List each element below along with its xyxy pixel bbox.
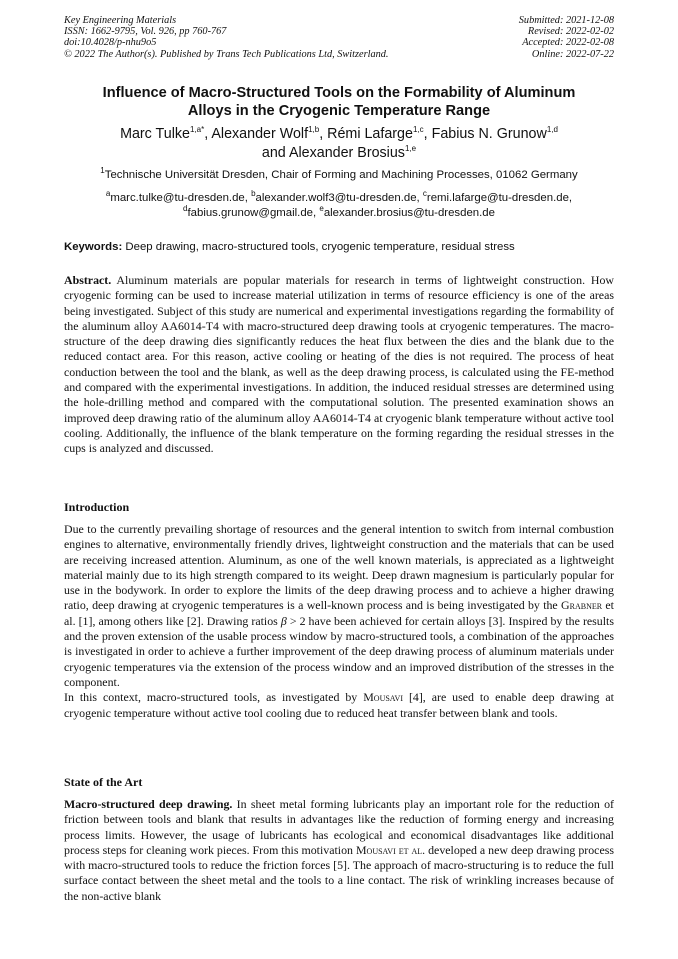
author-sup: 1,d	[546, 125, 558, 135]
abstract	[64, 273, 614, 457]
affiliation-text: Technische Universität Dresden, Chair of Forming and Machining Processes, 01062 Germany	[104, 169, 578, 181]
author-name: Alexander Brosius	[288, 145, 405, 161]
cited-author-grabner: Grabner	[561, 598, 603, 613]
date-accepted: Accepted: 2022-02-08	[522, 37, 614, 49]
author-name: Marc Tulke	[120, 126, 190, 142]
author-sup: 1,a*	[189, 125, 205, 135]
journal-copyright: © 2022 The Author(s). Published by Trans Tech Publications Ltd, Switzerland.	[64, 48, 389, 60]
intro-text: > 2 have been achieved for certain alloys [3]. Inspired by the results and the proven extension of the usable process window by macro-structured tools, a combination of the approaches is investigated in order to achieve a further improvement of the deep drawing process of aluminum materials under cryogenic temperatures via the extension of the process window and an improved distribution of the stresses in the component.	[64, 613, 614, 689]
keywords-text: Deep drawing, macro-structured tools, cryogenic temperature, residual stress	[125, 241, 515, 253]
email-sup: c	[422, 189, 427, 199]
email-sup: d	[183, 203, 188, 213]
emails-line-2	[64, 203, 614, 221]
date-submitted: Submitted: 2021-12-08	[518, 15, 614, 26]
state-text: In sheet metal forming lubricants play an important role for the reduction of friction between tools and blank that results in advantages like the reduction of forming energy and increasing process limits. However, the usage of lubricants has ecological and economical disadvantages like additional process steps for cleaning work pieces. From this motivation	[64, 797, 614, 857]
author-name: Fabius N. Grunow	[431, 126, 547, 142]
subsection-lead: Macro-structured deep drawing.	[64, 797, 233, 811]
section-heading-state-of-the-art: State of the Art	[64, 775, 143, 789]
intro-text: [4], are used to enable deep drawing at cryogenic temperature without active tool cooling due to reduced heat transfer between blank and tools.	[64, 690, 614, 720]
authors-line-1: Marc Tulke$^{1,a*}$, Alexander Wolf$^{1,b}$, Rémi Lafarge$^{1,c}$, Fabius N. Grunow$^{1,d}$	[120, 125, 558, 142]
intro-paragraph-1	[64, 522, 614, 690]
email-link[interactable]: remi.lafarge@tu-dresden.de,	[426, 192, 573, 204]
author-sup: 1,c	[412, 125, 424, 135]
author-and: and	[261, 145, 286, 161]
author-sup: 1,e	[404, 144, 417, 154]
author-sup: 1,b	[308, 125, 320, 135]
journal-issn: ISSN: 1662-9795, Vol. 926, pp 760-767	[64, 26, 227, 38]
email-link[interactable]: alexander.wolf3@tu-dresden.de,	[255, 192, 420, 204]
intro-text: et al. [1], among others like [2]. Drawing ratios	[64, 598, 614, 628]
email-link[interactable]: alexander.brosius@tu-dresden.de	[323, 206, 495, 219]
date-online: Online: 2022-07-22	[531, 48, 614, 60]
abstract-label: Abstract.	[64, 273, 112, 287]
beta-symbol: β	[280, 613, 287, 628]
state-of-the-art-body	[64, 797, 614, 904]
affiliation	[64, 168, 614, 182]
abstract-text: Aluminum materials are popular materials for research in terms of lightweight construction. How cryogenic forming can be used to increase material utilization in terms of resource efficiency is one of the areas being investigated. Subject of this study are numerical and experimental investigations regarding the formability of the aluminum alloy AA6014-T4 with macro-structured deep drawing tools at cryogenic temperatures. The macro-structure of the deep drawing dies significantly reduces the heat flux between the dies and the blank due to the reduced contact area. For this reason, active cooling or heating of the dies is not required. The process of heat conduction between the tool and the blank, as well as the deep drawing process, is calculated using the FE-method and compared with the experimental investigations. In addition, the induced residual stresses are determined using the hole-drilling method and compared with the computational solution. The presented examination shows an improved deep drawing ratio of the aluminum alloy AA6014-T4 at cryogenic blank temperature without active tool cooling. Additionally, the influence of the blank temperature on the forming regarding the residual stresses in the cups is analyzed and discussed.	[64, 273, 614, 456]
paper-title	[64, 84, 614, 120]
author-name: Alexander Wolf	[211, 126, 309, 142]
title-line-2: Alloys in the Cryogenic Temperature Range	[187, 103, 491, 119]
emails-line-1	[64, 191, 614, 206]
author-emails	[64, 191, 614, 220]
intro-paragraph-2	[64, 690, 614, 721]
author-list	[64, 125, 614, 163]
intro-text: Due to the currently prevailing shortage of resources and the general intention to switch from internal combustion engines to alternative, environmentally friendly drives, lightweight construction and the materials that can be used are receiving increased attention. Aluminum, as one of the well known materials, is appreciated as a lightweight material mainly due to its high strength compared to its weight. Deep drawn magnesium is particularly popular for use in the bodywork. In order to explore the limits of the deep drawing process and to achieve a higher drawing ratio, deep drawing at cryogenic temperatures is a well-known process and is being investigated by the	[64, 522, 614, 613]
keywords	[64, 240, 624, 254]
affiliation-sup: 1	[100, 166, 105, 176]
email-sup: b	[251, 189, 256, 199]
email-link[interactable]: fabius.grunow@gmail.de,	[187, 206, 317, 219]
keywords-label: Keywords:	[64, 241, 123, 253]
authors-line-2	[64, 144, 614, 163]
email-sup: a	[105, 189, 111, 199]
email-link[interactable]: marc.tulke@tu-dresden.de,	[110, 192, 248, 204]
author-name: Rémi Lafarge	[327, 126, 413, 142]
section-heading-introduction: Introduction	[64, 500, 130, 514]
email-sup: e	[319, 203, 324, 213]
journal-doi[interactable]: doi:10.4028/p-nhu9o5	[64, 37, 157, 49]
intro-text: In this context, macro-structured tools, as investigated by	[64, 690, 358, 705]
dates-header	[414, 15, 614, 60]
introduction-body	[64, 522, 614, 721]
cited-author-mousavi-et-al: Mousavi et al.	[355, 842, 426, 857]
journal-name: Key Engineering Materials	[64, 15, 177, 26]
cited-author-mousavi: Mousavi	[363, 690, 403, 705]
date-revised: Revised: 2022-02-02	[527, 26, 614, 38]
state-text: developed a new deep drawing process with macro-structured tools to reduce the friction forces [5]. The approach of macro-structuring is to reduce the full surface contact between the sheet metal and the tools to a line contact. The risk of wrinkling increases because of the non-active blank	[64, 842, 614, 903]
title-line-1: Influence of Macro-Structured Tools on the Formability of Aluminum	[102, 85, 576, 101]
